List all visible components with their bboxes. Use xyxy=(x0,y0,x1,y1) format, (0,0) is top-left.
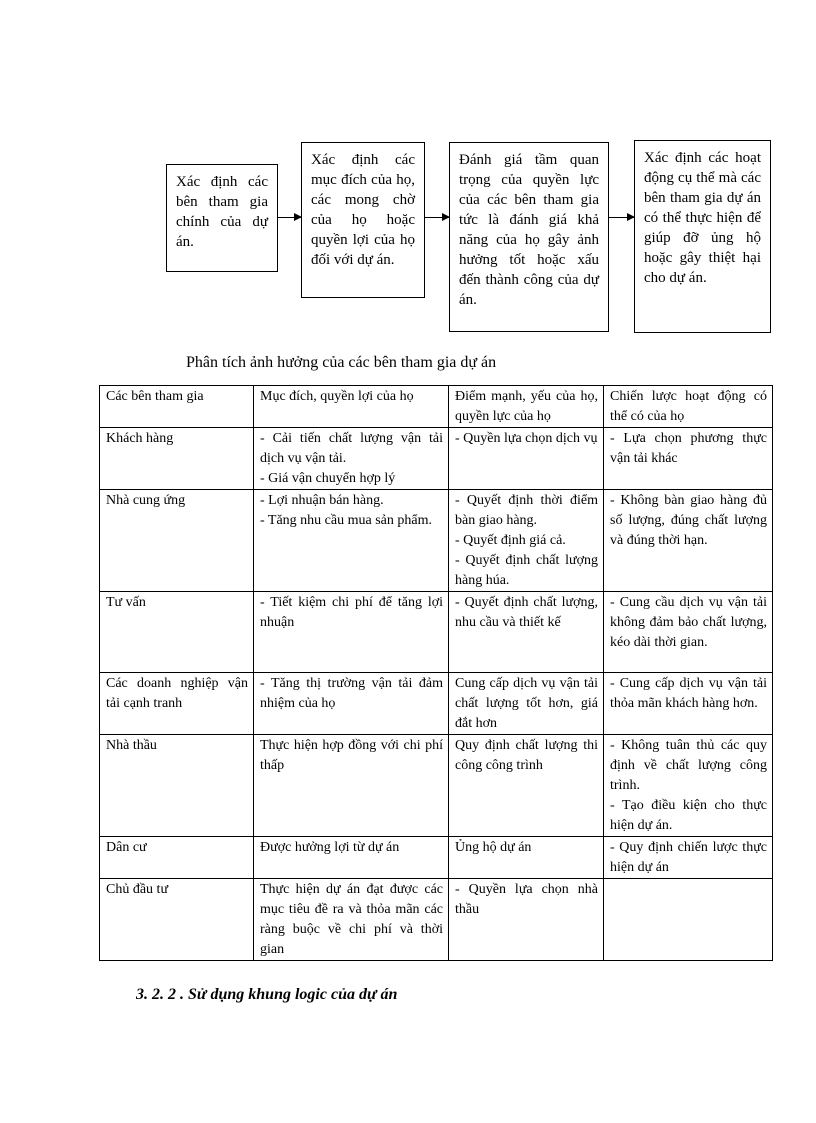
table-caption: Phân tích ảnh hưởng của các bên tham gia dự án xyxy=(186,354,497,371)
cell-interests xyxy=(254,673,449,735)
cell-stakeholder: Các doanh nghiệp vận tải cạnh tranh xyxy=(100,673,254,735)
cell-power xyxy=(449,879,604,961)
table-row xyxy=(100,428,773,490)
cell-strategy xyxy=(604,592,773,673)
cell-line: - Quy định chiến lược thực hiện dự án xyxy=(610,840,767,875)
cell-line: - Không tuân thủ các quy định về chất lượng công trình. xyxy=(610,738,767,793)
cell-interests xyxy=(254,837,449,879)
cell-stakeholder: Khách hàng xyxy=(100,428,254,490)
cell-interests xyxy=(254,490,449,592)
cell-power xyxy=(449,490,604,592)
header-cell-stakeholder: Các bên tham gia xyxy=(100,386,254,428)
cell-line: - Tiết kiệm chi phí để tăng lợi nhuận xyxy=(260,595,443,630)
cell-line: - Quyền lựa chọn nhà thầu xyxy=(455,882,598,917)
header-cell-interests: Mục đích, quyền lợi của họ xyxy=(254,386,449,428)
table-row xyxy=(100,592,773,673)
cell-stakeholder: Nhà thầu xyxy=(100,735,254,837)
cell-line: Được hưởng lợi từ dự án xyxy=(260,840,400,855)
cell-interests xyxy=(254,735,449,837)
cell-strategy xyxy=(604,428,773,490)
cell-line: - Cung cấp dịch vụ vận tải thỏa mãn khách hàng hơn. xyxy=(610,676,767,711)
cell-power xyxy=(449,428,604,490)
cell-interests xyxy=(254,592,449,673)
cell-line: - Tạo điều kiện cho thực hiện dự án. xyxy=(610,798,767,833)
cell-line: - Giá vận chuyển hợp lý xyxy=(260,471,396,486)
cell-power xyxy=(449,837,604,879)
cell-line: - Quyết định chất lượng hàng húa. xyxy=(455,553,598,588)
cell-line: Cung cấp dịch vụ vận tải chất lượng tốt hơn, giá đắt hơn xyxy=(455,676,598,731)
table-row xyxy=(100,490,773,592)
cell-line: Ủng hộ dự án xyxy=(455,840,532,855)
cell-line: - Cải tiến chất lượng vận tải dịch vụ vận tải. xyxy=(260,431,443,466)
cell-strategy xyxy=(604,837,773,879)
table-header-row xyxy=(100,386,773,428)
cell-stakeholder: Nhà cung ứng xyxy=(100,490,254,592)
cell-line: - Quyết định giá cả. xyxy=(455,533,566,548)
cell-power xyxy=(449,673,604,735)
cell-line: - Quyết định thời điểm bàn giao hàng. xyxy=(455,493,598,528)
cell-line: - Lợi nhuận bán hàng. xyxy=(260,493,384,508)
cell-line: Quy định chất lượng thi công công trình xyxy=(455,738,598,773)
cell-strategy xyxy=(604,735,773,837)
table-row xyxy=(100,879,773,961)
cell-line: - Không bàn giao hàng đủ số lượng, đúng chất lượng và đúng thời hạn. xyxy=(610,493,767,548)
flow-arrow-3 xyxy=(609,217,634,218)
table-row xyxy=(100,673,773,735)
cell-stakeholder: Tư vấn xyxy=(100,592,254,673)
cell-line: - Quyền lựa chọn dịch vụ xyxy=(455,431,598,446)
cell-power xyxy=(449,735,604,837)
cell-line: - Lựa chọn phương thực vận tải khác xyxy=(610,431,767,466)
flow-arrow-2 xyxy=(425,217,449,218)
cell-line: - Tăng thị trường vận tải đảm nhiệm của họ xyxy=(260,676,443,711)
flow-step-1: Xác định các bên tham gia chính của dự án. xyxy=(166,164,278,272)
section-heading: 3. 2. 2 . Sử dụng khung logic của dự án xyxy=(136,986,398,1003)
flow-step-3: Đánh giá tầm quan trọng của quyền lực của các bên tham gia tức là đánh giá khả năng của họ gây ảnh hưởng tốt hoặc xấu đến thành công của dự án. xyxy=(449,142,609,332)
cell-strategy xyxy=(604,879,773,961)
header-cell-power: Điểm mạnh, yếu của họ, quyền lực của họ xyxy=(449,386,604,428)
cell-line: Thực hiện hợp đồng với chi phí thấp xyxy=(260,738,443,773)
cell-power xyxy=(449,592,604,673)
cell-line: - Cung cầu dịch vụ vận tải không đảm bảo chất lượng, kéo dài thời gian. xyxy=(610,595,767,650)
cell-strategy xyxy=(604,673,773,735)
cell-stakeholder: Chủ đầu tư xyxy=(100,879,254,961)
cell-interests xyxy=(254,428,449,490)
cell-line: - Quyết định chất lượng, nhu cầu và thiết kế xyxy=(455,595,598,630)
cell-line: - Tăng nhu cầu mua sản phẩm. xyxy=(260,513,432,528)
cell-line: Thực hiện dự án đạt được các mục tiêu đề ra và thỏa mãn các ràng buộc về chi phí và thời gian xyxy=(260,882,443,957)
flow-arrow-1 xyxy=(278,217,301,218)
flow-step-2: Xác định các mục đích của họ, các mong chờ của họ hoặc quyền lợi của họ đối với dự án. xyxy=(301,142,425,298)
header-cell-strategy: Chiến lược hoạt động có thể có của họ xyxy=(604,386,773,428)
flow-step-4: Xác định các hoạt động cụ thể mà các bên tham gia dự án có thể thực hiện để giúp đỡ ủng hộ hoặc gây thiệt hại cho dự án. xyxy=(634,140,771,333)
cell-strategy xyxy=(604,490,773,592)
cell-stakeholder: Dân cư xyxy=(100,837,254,879)
stakeholder-table xyxy=(99,385,773,961)
table-row xyxy=(100,837,773,879)
table-row xyxy=(100,735,773,837)
cell-interests xyxy=(254,879,449,961)
